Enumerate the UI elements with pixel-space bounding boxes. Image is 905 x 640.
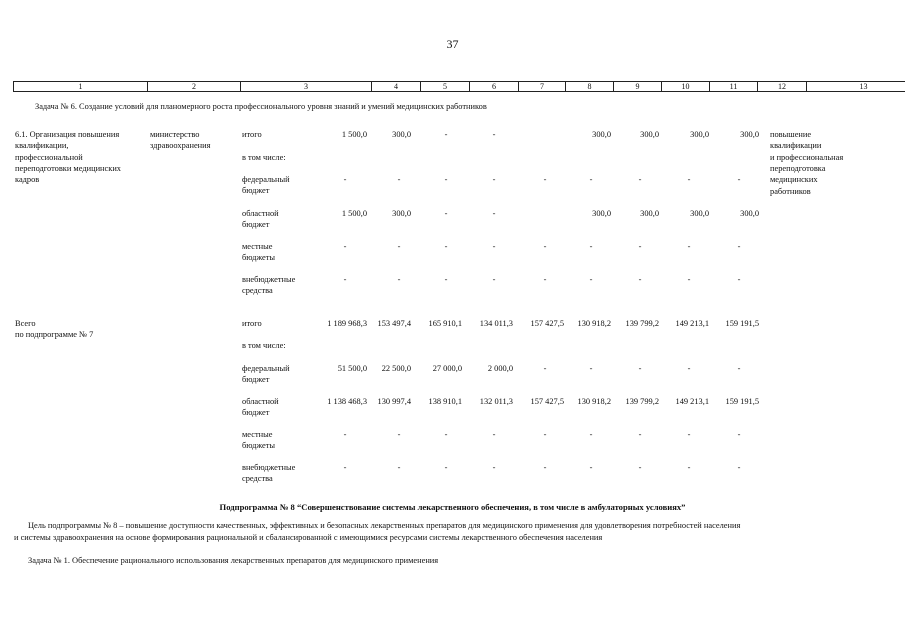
value-cell: -: [737, 463, 741, 472]
value-cell: -: [687, 175, 691, 184]
value-cell: -: [444, 175, 448, 184]
value-cell: -: [343, 463, 347, 472]
value-cell: 139 799,2: [625, 397, 659, 406]
value-cell: -: [492, 242, 496, 251]
row-name-line: квалификации,: [15, 141, 69, 151]
value-cell: -: [543, 275, 547, 284]
value-cell: -: [737, 175, 741, 184]
value-cell: -: [737, 275, 741, 284]
source-label: внебюджетные: [242, 463, 296, 472]
value-cell: -: [492, 175, 496, 184]
column-header-cell: 12: [758, 82, 807, 92]
column-header-table: [13, 81, 905, 92]
value-cell: 1 500,0: [341, 130, 367, 139]
value-cell: -: [589, 430, 593, 439]
value-cell: 138 910,1: [428, 397, 462, 406]
value-cell: -: [687, 430, 691, 439]
source-label: в том числе:: [242, 341, 286, 350]
value-cell: -: [638, 175, 642, 184]
row-name-line: по подпрограмме № 7: [15, 330, 94, 340]
column-header-row: [14, 82, 905, 92]
source-label: местные: [242, 430, 273, 439]
value-cell: 22 500,0: [381, 364, 411, 373]
value-cell: 157 427,5: [530, 397, 564, 406]
column-header-cell: 7: [519, 82, 566, 92]
task6-heading: Задача № 6. Создание условий для планомерного роста профессионального уровня знаний и умений медицинских работников: [35, 102, 487, 111]
column-header-cell: 1: [14, 82, 148, 92]
source-label: итого: [242, 130, 262, 139]
value-cell: -: [543, 463, 547, 472]
value-cell: -: [638, 463, 642, 472]
source-label: федеральный: [242, 364, 290, 373]
column-header-cell: 8: [566, 82, 614, 92]
row-name-line: 6.1. Организация повышения: [15, 130, 120, 139]
value-cell: -: [543, 364, 547, 373]
executor-line: министерство: [150, 130, 200, 139]
value-cell: -: [397, 175, 401, 184]
value-cell: 130 918,2: [577, 319, 611, 328]
row-name-line: кадров: [15, 175, 40, 185]
source-label: местные: [242, 242, 273, 251]
value-cell: -: [492, 463, 496, 472]
source-label: бюджет: [242, 408, 270, 418]
value-cell: -: [343, 275, 347, 284]
value-cell: 51 500,0: [337, 364, 367, 373]
value-cell: -: [444, 242, 448, 251]
value-cell: -: [397, 463, 401, 472]
value-cell: -: [589, 463, 593, 472]
source-label: бюджет: [242, 186, 270, 196]
row-name-line: профессиональной: [15, 152, 83, 162]
source-label: бюджет: [242, 375, 270, 385]
value-cell: 130 918,2: [577, 397, 611, 406]
value-cell: -: [687, 275, 691, 284]
value-cell: -: [638, 275, 642, 284]
source-label: средства: [242, 286, 273, 296]
value-cell: 1 189 968,3: [327, 319, 367, 328]
value-cell: -: [343, 430, 347, 439]
value-cell: 300,0: [740, 130, 759, 139]
value-cell: -: [638, 364, 642, 373]
value-cell: -: [687, 242, 691, 251]
source-label: бюджеты: [242, 441, 276, 451]
value-cell: 2 000,0: [487, 364, 513, 373]
column-header-cell: 2: [148, 82, 241, 92]
subprogram8-title: Подпрограмма № 8 “Совершенствование системы лекарственного обеспечения, в том числе в амбулаторных условиях”: [219, 502, 686, 512]
source-label: бюджет: [242, 220, 270, 230]
value-cell: 300,0: [592, 209, 611, 218]
source-label: в том числе:: [242, 153, 286, 162]
column-header-cell: 3: [241, 82, 372, 92]
value-cell: 300,0: [690, 130, 709, 139]
result-line: медицинских: [770, 175, 818, 185]
value-cell: -: [444, 209, 448, 218]
value-cell: 159 191,5: [725, 319, 759, 328]
value-cell: 1 500,0: [341, 209, 367, 218]
value-cell: -: [589, 364, 593, 373]
value-cell: -: [589, 275, 593, 284]
source-label: областной: [242, 209, 279, 218]
value-cell: 130 997,4: [377, 397, 411, 406]
value-cell: -: [638, 430, 642, 439]
task1-heading: Задача № 1. Обеспечение рационального использования лекарственных препаратов для медицинского применения: [28, 556, 439, 565]
value-cell: -: [492, 275, 496, 284]
value-cell: -: [737, 430, 741, 439]
value-cell: 149 213,1: [675, 397, 709, 406]
value-cell: 300,0: [690, 209, 709, 218]
value-cell: -: [444, 275, 448, 284]
value-cell: 300,0: [640, 130, 659, 139]
value-cell: 139 799,2: [625, 319, 659, 328]
column-header-cell: 13: [807, 82, 905, 92]
value-cell: 153 497,4: [377, 319, 411, 328]
source-label: средства: [242, 474, 273, 484]
value-cell: 1 138 468,3: [327, 397, 367, 406]
value-cell: 300,0: [592, 130, 611, 139]
value-cell: 165 910,1: [428, 319, 462, 328]
value-cell: -: [737, 242, 741, 251]
value-cell: -: [444, 430, 448, 439]
value-cell: -: [444, 463, 448, 472]
value-cell: -: [444, 130, 448, 139]
source-label: внебюджетные: [242, 275, 296, 284]
value-cell: 27 000,0: [432, 364, 462, 373]
value-cell: 159 191,5: [725, 397, 759, 406]
value-cell: 149 213,1: [675, 319, 709, 328]
value-cell: -: [638, 242, 642, 251]
value-cell: -: [397, 275, 401, 284]
row-name-line: переподготовки медицинских: [15, 163, 121, 173]
source-label: федеральный: [242, 175, 290, 184]
column-header-cell: 10: [662, 82, 710, 92]
value-cell: -: [543, 242, 547, 251]
value-cell: -: [737, 364, 741, 373]
value-cell: -: [343, 175, 347, 184]
value-cell: -: [589, 242, 593, 251]
value-cell: 132 011,3: [479, 397, 513, 406]
source-label: бюджеты: [242, 253, 276, 263]
value-cell: -: [492, 209, 496, 218]
row-name-line: Всего: [15, 319, 36, 328]
value-cell: -: [397, 430, 401, 439]
value-cell: 300,0: [640, 209, 659, 218]
value-cell: 300,0: [392, 209, 411, 218]
column-header-cell: 4: [372, 82, 421, 92]
value-cell: -: [687, 364, 691, 373]
goal8-line2: и системы здравоохранения на основе формирования рациональной и сбалансированной с имеющимися ресурсами системы лекарственного обеспечения населения: [14, 533, 603, 542]
value-cell: -: [687, 463, 691, 472]
value-cell: -: [492, 430, 496, 439]
column-header-cell: 11: [710, 82, 758, 92]
value-cell: -: [543, 430, 547, 439]
value-cell: -: [492, 130, 496, 139]
column-header-cell: 6: [470, 82, 519, 92]
result-line: переподготовка: [770, 163, 826, 173]
value-cell: 300,0: [392, 130, 411, 139]
page-number: 37: [446, 37, 459, 51]
executor-line: здравоохранения: [150, 141, 211, 151]
source-label: областной: [242, 397, 279, 406]
source-label: итого: [242, 319, 262, 328]
result-line: работников: [770, 186, 811, 196]
value-cell: 300,0: [740, 209, 759, 218]
column-header-cell: 5: [421, 82, 470, 92]
goal8-line1: Цель подпрограммы № 8 – повышение доступности качественных, эффективных и безопасных лекарственных препаратов для медицинского применения для удовлетворения потребностей населения: [28, 521, 741, 530]
result-line: и профессиональная: [770, 152, 844, 162]
value-cell: 157 427,5: [530, 319, 564, 328]
value-cell: -: [543, 175, 547, 184]
value-cell: -: [343, 242, 347, 251]
value-cell: -: [589, 175, 593, 184]
result-line: повышение: [770, 130, 812, 139]
value-cell: 134 011,3: [479, 319, 513, 328]
value-cell: -: [397, 242, 401, 251]
result-line: квалификации: [770, 141, 822, 151]
column-header-cell: 9: [614, 82, 662, 92]
